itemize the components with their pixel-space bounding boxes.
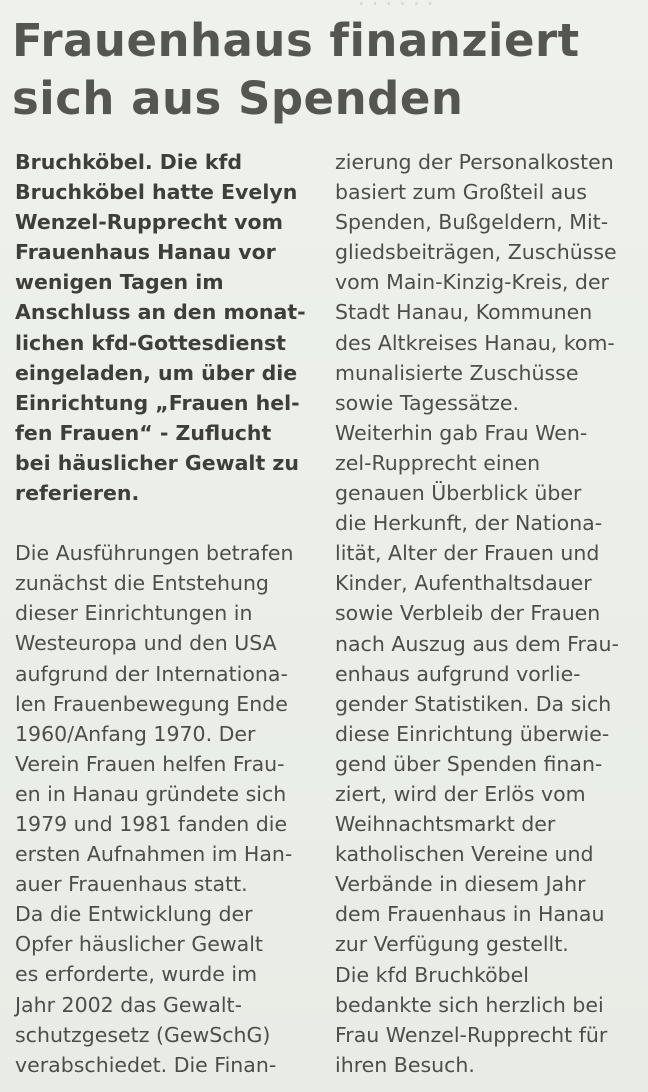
body-line: Verein Frauen helfen Frau- bbox=[15, 751, 285, 776]
lead-paragraph bbox=[15, 147, 320, 508]
lead-line: bei häuslicher Gewalt zu bbox=[15, 450, 299, 475]
body-line: ziert, wird der Erlös vom bbox=[335, 781, 586, 806]
lead-line: Einrichtung „Frauen hel- bbox=[15, 390, 300, 415]
body-line: sowie Tagessätze. bbox=[335, 390, 519, 415]
body-line: dem Frauenhaus in Hanau bbox=[335, 902, 605, 927]
body-line: dieser Einrichtungen in bbox=[15, 601, 253, 626]
body-line: diese Einrichtung überwie- bbox=[335, 721, 610, 746]
lead-line: fen Frauen“ - Zuflucht bbox=[15, 420, 272, 445]
body-line: gliedsbeiträgen, Zuschüsse bbox=[335, 240, 617, 265]
body-line: die Herkunft, der Nationa- bbox=[335, 511, 603, 536]
lead-line: Wenzel-Rupprecht vom bbox=[15, 210, 283, 235]
body-line: zel-Rupprecht einen bbox=[335, 450, 541, 475]
lead-line: Frauenhaus Hanau vor bbox=[15, 240, 276, 265]
lead-line: Bruchköbel. Die kfd bbox=[15, 150, 243, 174]
body-line: lität, Alter der Frauen und bbox=[335, 541, 600, 566]
body-line: 1979 und 1981 fanden die bbox=[15, 811, 288, 836]
lead-line: Anschluss an den monat- bbox=[15, 300, 306, 325]
body-line: enhaus aufgrund vorlie- bbox=[335, 661, 581, 686]
body-line: es erforderte, wurde im bbox=[15, 962, 258, 987]
body-line: bedankte sich herzlich bei bbox=[335, 992, 604, 1017]
body-line: gender Statistiken. Da sich bbox=[335, 691, 612, 716]
body-line: schutzgesetz (GewSchG) bbox=[15, 1022, 271, 1047]
lead-line: lichen kfd-Gottesdienst bbox=[15, 330, 286, 355]
body-line: Jahr 2002 das Gewalt- bbox=[15, 992, 242, 1017]
body-line: Verbände in diesem Jahr bbox=[335, 872, 586, 897]
body-line: Weihnachtsmarkt der bbox=[335, 812, 556, 837]
body-line: gend über Spenden finan- bbox=[335, 751, 603, 776]
body-line: basiert zum Großteil aus bbox=[335, 180, 587, 205]
body-paragraph-left bbox=[15, 538, 320, 1080]
right-column bbox=[335, 147, 640, 1080]
body-line: 1960/Anfang 1970. Der bbox=[15, 721, 256, 746]
lead-line: referieren. bbox=[15, 481, 140, 506]
body-line: aufgrund der Internationa- bbox=[15, 661, 288, 686]
lead-line: eingeladen, um über die bbox=[15, 360, 298, 385]
body-line: Stadt Hanau, Kommunen bbox=[335, 300, 593, 325]
body-line: zierung der Personalkosten bbox=[335, 150, 614, 174]
lead-line: wenigen Tagen im bbox=[15, 270, 224, 295]
body-line: munalisierte Zuschüsse bbox=[335, 360, 579, 385]
body-line: Spenden, Bußgeldern, Mit- bbox=[335, 210, 609, 235]
body-line: Weiterhin gab Frau Wen- bbox=[335, 420, 588, 445]
body-line: verabschiedet. Die Finan- bbox=[15, 1052, 277, 1077]
article-headline bbox=[12, 12, 642, 128]
body-line: auer Frauenhaus statt. bbox=[15, 872, 248, 897]
body-line: katholischen Vereine und bbox=[335, 842, 594, 867]
body-line: Frau Wenzel-Rupprecht für bbox=[335, 1022, 608, 1047]
body-line: Opfer häuslicher Gewalt bbox=[15, 932, 263, 957]
body-line: ersten Aufnahmen im Han- bbox=[15, 842, 293, 867]
body-line: des Altkreises Hanau, kom- bbox=[335, 330, 615, 355]
body-line: genauen Überblick über bbox=[335, 481, 582, 506]
body-line: en in Hanau gründete sich bbox=[15, 781, 287, 806]
body-line: vom Main-Kinzig-Kreis, der bbox=[335, 270, 609, 295]
body-line: zunächst die Entstehung bbox=[15, 571, 269, 596]
body-line: Die kfd Bruchköbel bbox=[335, 962, 529, 987]
body-line: Westeuropa und den USA bbox=[15, 631, 277, 656]
body-line: zur Verfügung gestellt. bbox=[335, 932, 569, 957]
body-line: Die Ausführungen betrafen bbox=[15, 541, 294, 566]
body-line: len Frauenbewegung Ende bbox=[15, 691, 288, 716]
bleed-through-texture: · · · · · · bbox=[358, 0, 434, 16]
body-line: Kinder, Aufenthaltsdauer bbox=[335, 571, 592, 596]
left-column bbox=[15, 147, 320, 1080]
body-line: ihren Besuch. bbox=[335, 1052, 475, 1077]
paragraph-gap bbox=[15, 508, 320, 538]
lead-line: Bruchköbel hatte Evelyn bbox=[15, 180, 298, 205]
headline-line: Frauenhaus finanziert bbox=[12, 14, 580, 67]
body-line: Da die Entwicklung der bbox=[15, 902, 253, 927]
body-line: sowie Verbleib der Frauen bbox=[335, 601, 601, 626]
headline-line: sich aus Spenden bbox=[12, 72, 464, 125]
body-line: nach Auszug aus dem Frau- bbox=[335, 631, 619, 656]
